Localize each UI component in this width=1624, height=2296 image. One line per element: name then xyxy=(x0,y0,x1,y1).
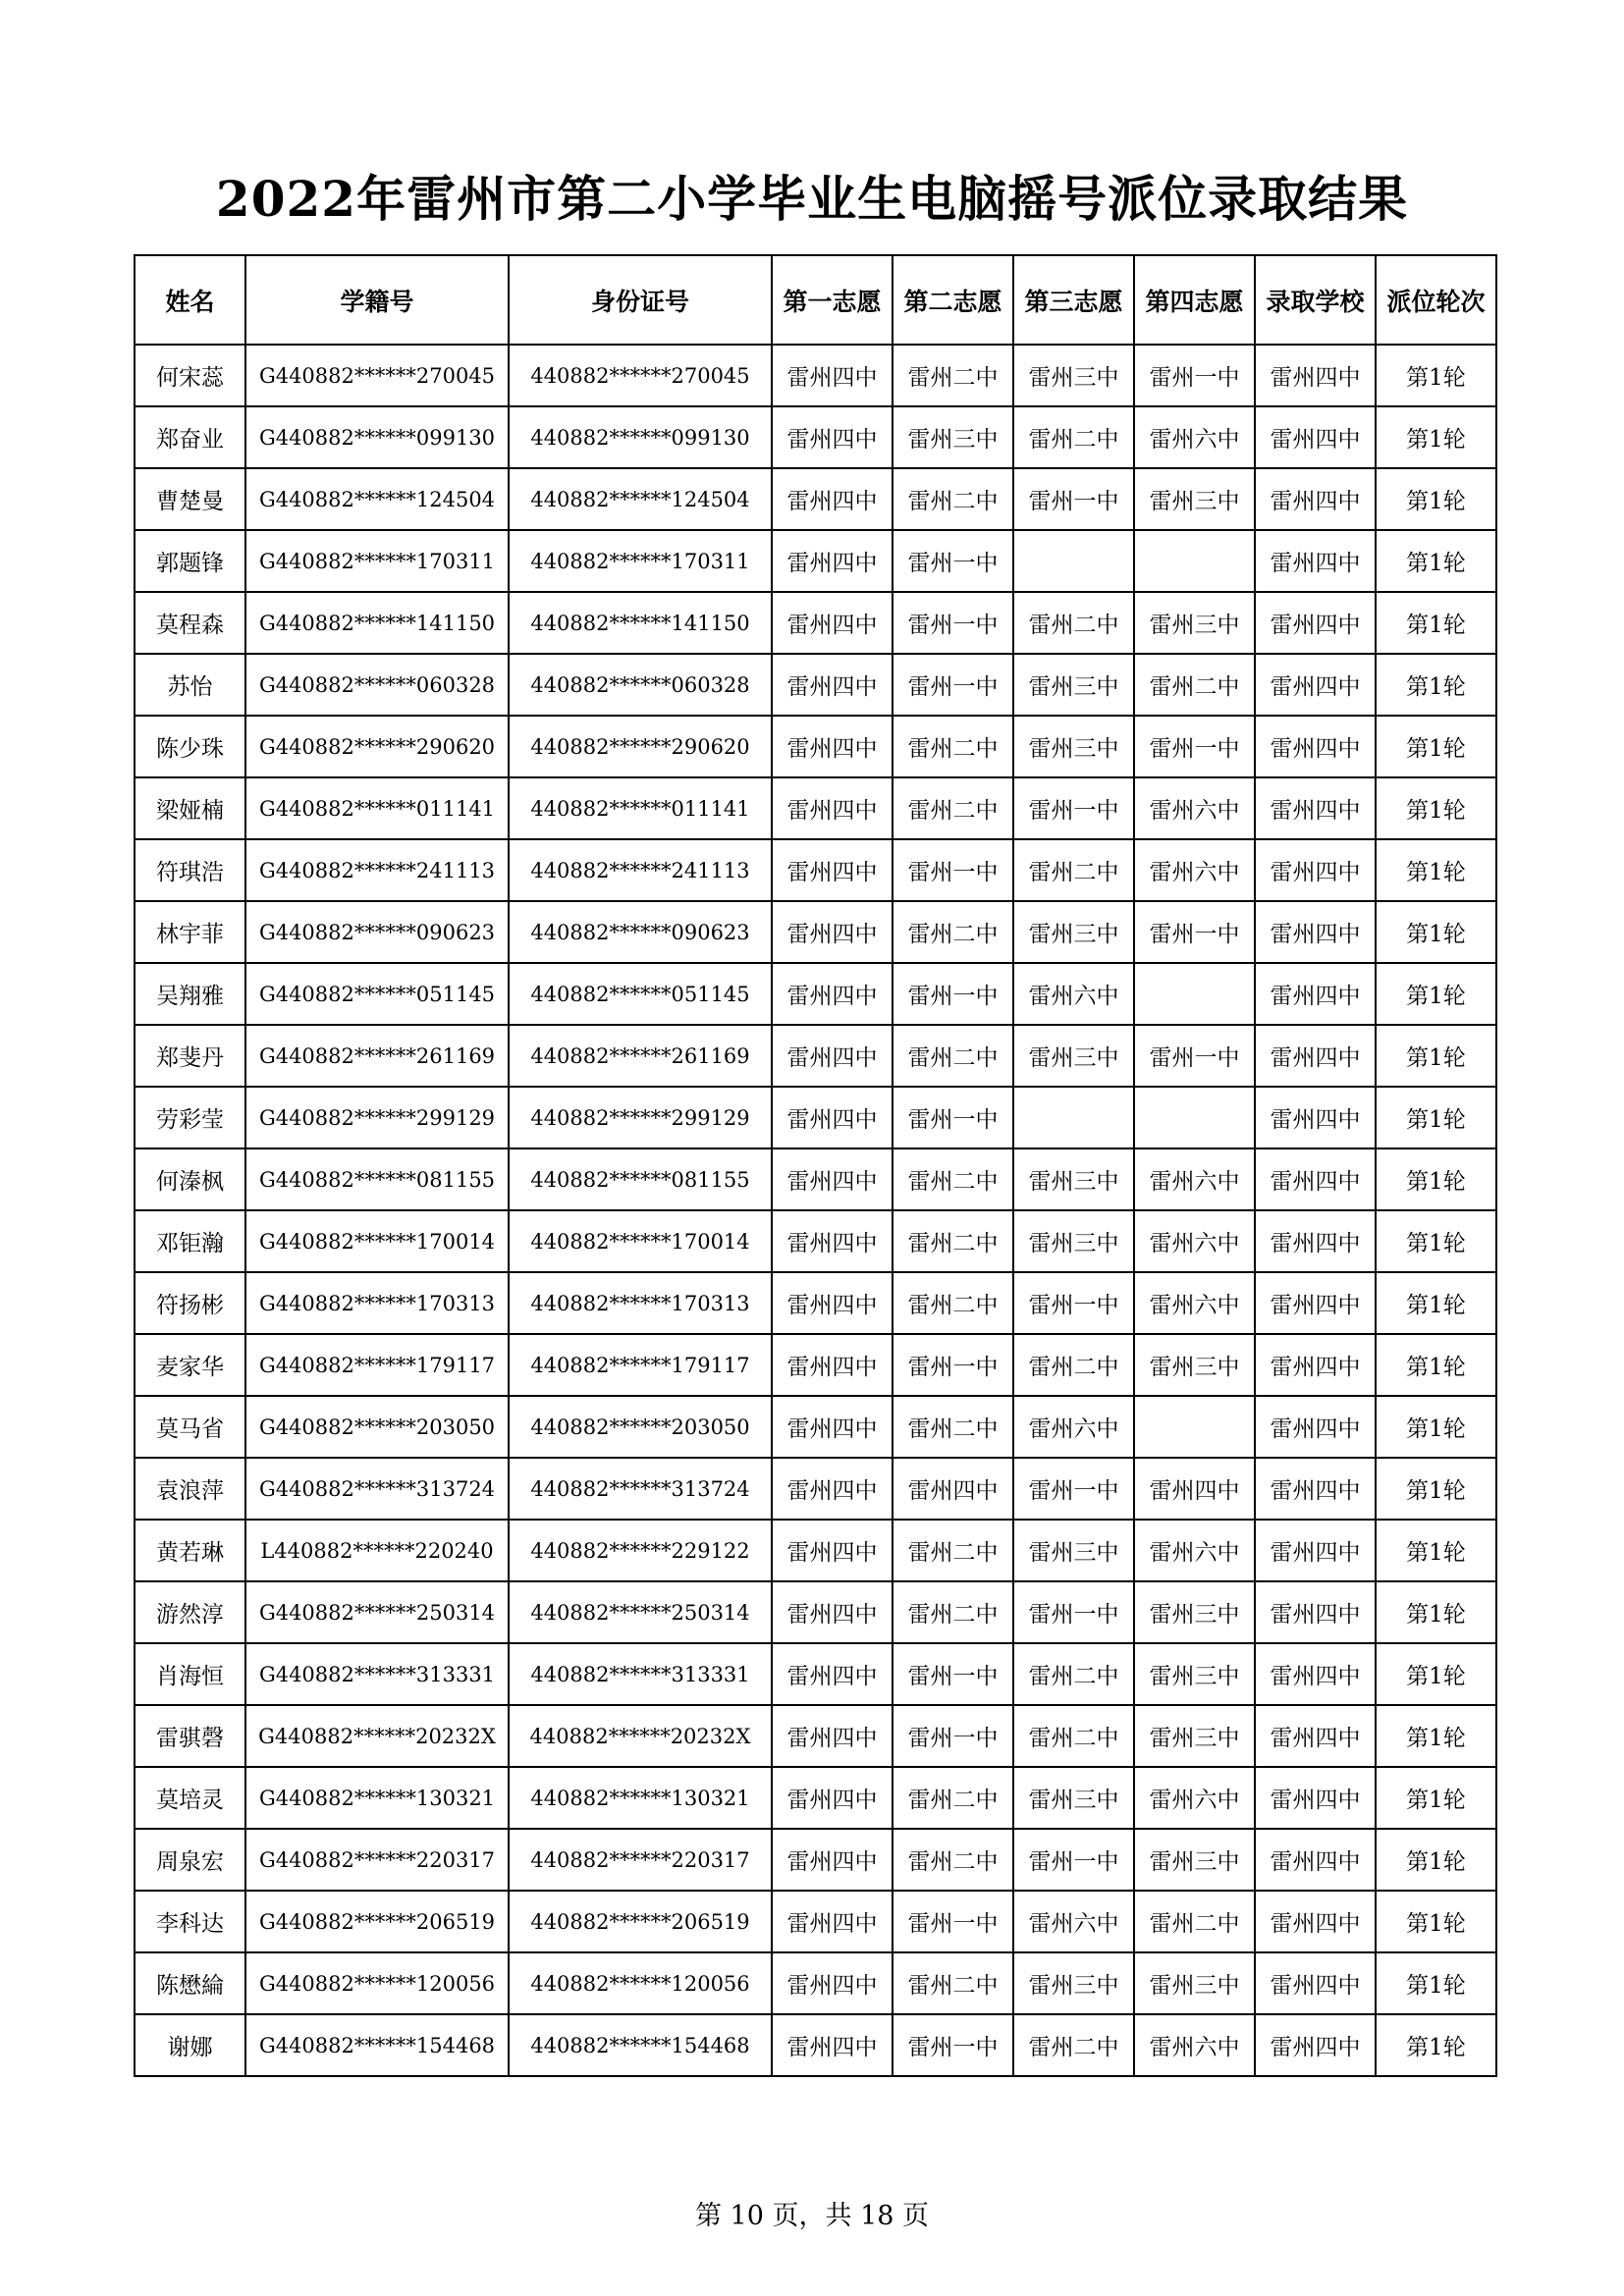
cell-name: 肖海恒 xyxy=(135,1643,245,1705)
cell-choice-3: 雷州三中 xyxy=(1013,1148,1134,1210)
table-row xyxy=(135,1952,1496,2014)
cell-choice-2: 雷州一中 xyxy=(893,530,1013,592)
cell-choice-1: 雷州四中 xyxy=(772,1581,893,1643)
cell-choice-3: 雷州一中 xyxy=(1013,777,1134,839)
cell-round: 第1轮 xyxy=(1376,654,1496,716)
cell-student-id: G440882******299129 xyxy=(245,1087,509,1148)
cell-round: 第1轮 xyxy=(1376,1087,1496,1148)
cell-round: 第1轮 xyxy=(1376,1148,1496,1210)
cell-id-card: 440882******170311 xyxy=(509,530,772,592)
cell-name: 游然淳 xyxy=(135,1581,245,1643)
cell-id-card: 440882******141150 xyxy=(509,592,772,654)
cell-student-id: G440882******261169 xyxy=(245,1025,509,1087)
cell-name: 林宇菲 xyxy=(135,901,245,963)
cell-choice-2: 雷州二中 xyxy=(893,901,1013,963)
cell-choice-1: 雷州四中 xyxy=(772,345,893,406)
cell-name: 郑斐丹 xyxy=(135,1025,245,1087)
cell-round: 第1轮 xyxy=(1376,1458,1496,1520)
results-table xyxy=(134,254,1497,2077)
cell-choice-3: 雷州二中 xyxy=(1013,1643,1134,1705)
cell-choice-2: 雷州二中 xyxy=(893,777,1013,839)
cell-choice-2: 雷州二中 xyxy=(893,1272,1013,1334)
cell-student-id: G440882******120056 xyxy=(245,1952,509,2014)
cell-id-card: 440882******060328 xyxy=(509,654,772,716)
cell-choice-2: 雷州一中 xyxy=(893,1705,1013,1767)
cell-choice-1: 雷州四中 xyxy=(772,1705,893,1767)
table-row xyxy=(135,592,1496,654)
cell-student-id: G440882******141150 xyxy=(245,592,509,654)
cell-admitted-school: 雷州四中 xyxy=(1255,345,1376,406)
cell-admitted-school: 雷州四中 xyxy=(1255,777,1376,839)
cell-choice-4: 雷州三中 xyxy=(1134,1705,1255,1767)
cell-name: 何溱枫 xyxy=(135,1148,245,1210)
cell-id-card: 440882******313331 xyxy=(509,1643,772,1705)
cell-student-id: G440882******170014 xyxy=(245,1210,509,1272)
cell-student-id: G440882******290620 xyxy=(245,716,509,777)
cell-student-id: G440882******099130 xyxy=(245,406,509,468)
cell-choice-2: 雷州三中 xyxy=(893,406,1013,468)
cell-round: 第1轮 xyxy=(1376,1643,1496,1705)
cell-choice-2: 雷州二中 xyxy=(893,1148,1013,1210)
cell-choice-1: 雷州四中 xyxy=(772,901,893,963)
table-row xyxy=(135,1705,1496,1767)
cell-choice-4: 雷州四中 xyxy=(1134,1458,1255,1520)
cell-choice-4: 雷州一中 xyxy=(1134,901,1255,963)
cell-name: 黄若琳 xyxy=(135,1520,245,1581)
cell-id-card: 440882******154468 xyxy=(509,2014,772,2076)
cell-choice-3: 雷州三中 xyxy=(1013,1952,1134,2014)
cell-choice-4: 雷州三中 xyxy=(1134,592,1255,654)
cell-choice-3: 雷州二中 xyxy=(1013,1334,1134,1396)
cell-round: 第1轮 xyxy=(1376,1272,1496,1334)
cell-choice-4: 雷州一中 xyxy=(1134,345,1255,406)
cell-choice-1: 雷州四中 xyxy=(772,1520,893,1581)
cell-student-id: G440882******154468 xyxy=(245,2014,509,2076)
cell-admitted-school: 雷州四中 xyxy=(1255,1458,1376,1520)
cell-admitted-school: 雷州四中 xyxy=(1255,530,1376,592)
cell-admitted-school: 雷州四中 xyxy=(1255,1952,1376,2014)
cell-choice-1: 雷州四中 xyxy=(772,1025,893,1087)
cell-choice-2: 雷州一中 xyxy=(893,654,1013,716)
cell-name: 曹楚曼 xyxy=(135,468,245,530)
cell-choice-1: 雷州四中 xyxy=(772,2014,893,2076)
cell-round: 第1轮 xyxy=(1376,345,1496,406)
cell-choice-2: 雷州一中 xyxy=(893,963,1013,1025)
cell-id-card: 440882******299129 xyxy=(509,1087,772,1148)
cell-admitted-school: 雷州四中 xyxy=(1255,468,1376,530)
cell-round: 第1轮 xyxy=(1376,1581,1496,1643)
cell-choice-2: 雷州二中 xyxy=(893,1210,1013,1272)
cell-choice-2: 雷州二中 xyxy=(893,1520,1013,1581)
table-row xyxy=(135,1396,1496,1458)
cell-round: 第1轮 xyxy=(1376,1891,1496,1952)
cell-admitted-school: 雷州四中 xyxy=(1255,592,1376,654)
cell-choice-4: 雷州六中 xyxy=(1134,2014,1255,2076)
cell-choice-3: 雷州六中 xyxy=(1013,1891,1134,1952)
cell-choice-1: 雷州四中 xyxy=(772,530,893,592)
cell-round: 第1轮 xyxy=(1376,777,1496,839)
cell-choice-4: 雷州六中 xyxy=(1134,777,1255,839)
cell-choice-4: 雷州三中 xyxy=(1134,468,1255,530)
cell-student-id: G440882******241113 xyxy=(245,839,509,901)
cell-choice-4: 雷州一中 xyxy=(1134,1025,1255,1087)
cell-choice-3: 雷州二中 xyxy=(1013,406,1134,468)
cell-student-id: G440882******20232X xyxy=(245,1705,509,1767)
cell-choice-2: 雷州一中 xyxy=(893,2014,1013,2076)
table-row xyxy=(135,468,1496,530)
table-row xyxy=(135,716,1496,777)
cell-choice-4: 雷州六中 xyxy=(1134,1210,1255,1272)
cell-name: 谢娜 xyxy=(135,2014,245,2076)
cell-choice-4: 雷州二中 xyxy=(1134,1891,1255,1952)
cell-student-id: G440882******220317 xyxy=(245,1829,509,1891)
cell-round: 第1轮 xyxy=(1376,468,1496,530)
table-row xyxy=(135,963,1496,1025)
table-row xyxy=(135,1643,1496,1705)
cell-admitted-school: 雷州四中 xyxy=(1255,1334,1376,1396)
cell-choice-1: 雷州四中 xyxy=(772,777,893,839)
cell-admitted-school: 雷州四中 xyxy=(1255,901,1376,963)
cell-name: 邓钜瀚 xyxy=(135,1210,245,1272)
cell-choice-4 xyxy=(1134,1087,1255,1148)
cell-choice-3: 雷州二中 xyxy=(1013,839,1134,901)
cell-choice-2: 雷州一中 xyxy=(893,1891,1013,1952)
cell-id-card: 440882******241113 xyxy=(509,839,772,901)
cell-choice-3: 雷州三中 xyxy=(1013,1210,1134,1272)
cell-id-card: 440882******011141 xyxy=(509,777,772,839)
cell-choice-4: 雷州六中 xyxy=(1134,1272,1255,1334)
table-row xyxy=(135,1520,1496,1581)
cell-admitted-school: 雷州四中 xyxy=(1255,1581,1376,1643)
cell-name: 雷骐磬 xyxy=(135,1705,245,1767)
cell-student-id: G440882******130321 xyxy=(245,1767,509,1829)
cell-id-card: 440882******170014 xyxy=(509,1210,772,1272)
cell-choice-2: 雷州一中 xyxy=(893,1334,1013,1396)
cell-choice-3: 雷州一中 xyxy=(1013,1581,1134,1643)
cell-round: 第1轮 xyxy=(1376,901,1496,963)
cell-choice-2: 雷州二中 xyxy=(893,1025,1013,1087)
cell-name: 陈懋綸 xyxy=(135,1952,245,2014)
cell-choice-4: 雷州六中 xyxy=(1134,1148,1255,1210)
cell-choice-4 xyxy=(1134,530,1255,592)
cell-id-card: 440882******081155 xyxy=(509,1148,772,1210)
cell-admitted-school: 雷州四中 xyxy=(1255,1148,1376,1210)
cell-round: 第1轮 xyxy=(1376,1520,1496,1581)
cell-name: 何宋蕊 xyxy=(135,345,245,406)
table-row xyxy=(135,1767,1496,1829)
cell-id-card: 440882******20232X xyxy=(509,1705,772,1767)
cell-choice-3: 雷州一中 xyxy=(1013,468,1134,530)
cell-choice-3: 雷州三中 xyxy=(1013,901,1134,963)
header-admitted-school: 录取学校 xyxy=(1255,255,1376,345)
cell-choice-1: 雷州四中 xyxy=(772,1148,893,1210)
cell-choice-3 xyxy=(1013,530,1134,592)
cell-choice-2: 雷州一中 xyxy=(893,1643,1013,1705)
cell-name: 郑奋业 xyxy=(135,406,245,468)
header-id-card: 身份证号 xyxy=(509,255,772,345)
cell-id-card: 440882******170313 xyxy=(509,1272,772,1334)
cell-id-card: 440882******220317 xyxy=(509,1829,772,1891)
cell-choice-2: 雷州二中 xyxy=(893,1829,1013,1891)
cell-choice-1: 雷州四中 xyxy=(772,1891,893,1952)
cell-round: 第1轮 xyxy=(1376,1829,1496,1891)
cell-choice-4: 雷州六中 xyxy=(1134,1767,1255,1829)
cell-choice-2: 雷州四中 xyxy=(893,1458,1013,1520)
cell-round: 第1轮 xyxy=(1376,1210,1496,1272)
cell-choice-2: 雷州一中 xyxy=(893,592,1013,654)
cell-name: 陈少珠 xyxy=(135,716,245,777)
cell-choice-3: 雷州三中 xyxy=(1013,345,1134,406)
table-row xyxy=(135,839,1496,901)
cell-choice-1: 雷州四中 xyxy=(772,654,893,716)
cell-choice-4: 雷州三中 xyxy=(1134,1643,1255,1705)
cell-choice-3: 雷州六中 xyxy=(1013,963,1134,1025)
cell-round: 第1轮 xyxy=(1376,530,1496,592)
cell-round: 第1轮 xyxy=(1376,1705,1496,1767)
table-row xyxy=(135,530,1496,592)
cell-choice-1: 雷州四中 xyxy=(772,1767,893,1829)
cell-admitted-school: 雷州四中 xyxy=(1255,1705,1376,1767)
cell-choice-4: 雷州三中 xyxy=(1134,1581,1255,1643)
cell-choice-3: 雷州一中 xyxy=(1013,1272,1134,1334)
cell-choice-1: 雷州四中 xyxy=(772,716,893,777)
cell-student-id: G440882******081155 xyxy=(245,1148,509,1210)
table-row xyxy=(135,2014,1496,2076)
cell-admitted-school: 雷州四中 xyxy=(1255,1891,1376,1952)
cell-id-card: 440882******130321 xyxy=(509,1767,772,1829)
cell-admitted-school: 雷州四中 xyxy=(1255,1210,1376,1272)
cell-choice-2: 雷州二中 xyxy=(893,716,1013,777)
cell-admitted-school: 雷州四中 xyxy=(1255,406,1376,468)
cell-round: 第1轮 xyxy=(1376,1767,1496,1829)
cell-choice-1: 雷州四中 xyxy=(772,1272,893,1334)
cell-id-card: 440882******250314 xyxy=(509,1581,772,1643)
cell-name: 莫程森 xyxy=(135,592,245,654)
cell-name: 郭题锋 xyxy=(135,530,245,592)
cell-choice-1: 雷州四中 xyxy=(772,1210,893,1272)
cell-admitted-school: 雷州四中 xyxy=(1255,1025,1376,1087)
cell-id-card: 440882******229122 xyxy=(509,1520,772,1581)
cell-student-id: G440882******051145 xyxy=(245,963,509,1025)
cell-student-id: G440882******313331 xyxy=(245,1643,509,1705)
table-row xyxy=(135,1087,1496,1148)
cell-choice-3: 雷州六中 xyxy=(1013,1396,1134,1458)
cell-choice-2: 雷州一中 xyxy=(893,1087,1013,1148)
cell-choice-1: 雷州四中 xyxy=(772,1087,893,1148)
cell-id-card: 440882******051145 xyxy=(509,963,772,1025)
cell-id-card: 440882******313724 xyxy=(509,1458,772,1520)
cell-name: 梁娅楠 xyxy=(135,777,245,839)
cell-admitted-school: 雷州四中 xyxy=(1255,2014,1376,2076)
header-choice-1: 第一志愿 xyxy=(772,255,893,345)
cell-choice-2: 雷州二中 xyxy=(893,1581,1013,1643)
cell-round: 第1轮 xyxy=(1376,406,1496,468)
cell-round: 第1轮 xyxy=(1376,839,1496,901)
cell-admitted-school: 雷州四中 xyxy=(1255,1767,1376,1829)
cell-choice-4 xyxy=(1134,963,1255,1025)
cell-choice-1: 雷州四中 xyxy=(772,468,893,530)
header-choice-2: 第二志愿 xyxy=(893,255,1013,345)
cell-name: 莫培灵 xyxy=(135,1767,245,1829)
cell-id-card: 440882******270045 xyxy=(509,345,772,406)
cell-name: 符扬彬 xyxy=(135,1272,245,1334)
cell-choice-1: 雷州四中 xyxy=(772,592,893,654)
cell-student-id: G440882******011141 xyxy=(245,777,509,839)
table-row xyxy=(135,654,1496,716)
cell-choice-4: 雷州一中 xyxy=(1134,716,1255,777)
cell-choice-3: 雷州一中 xyxy=(1013,1458,1134,1520)
cell-choice-1: 雷州四中 xyxy=(772,1952,893,2014)
cell-admitted-school: 雷州四中 xyxy=(1255,1396,1376,1458)
cell-student-id: G440882******124504 xyxy=(245,468,509,530)
cell-id-card: 440882******090623 xyxy=(509,901,772,963)
cell-student-id: G440882******206519 xyxy=(245,1891,509,1952)
cell-round: 第1轮 xyxy=(1376,1025,1496,1087)
table-row xyxy=(135,406,1496,468)
cell-round: 第1轮 xyxy=(1376,592,1496,654)
cell-admitted-school: 雷州四中 xyxy=(1255,716,1376,777)
cell-name: 符琪浩 xyxy=(135,839,245,901)
table-row xyxy=(135,1334,1496,1396)
table-row xyxy=(135,1458,1496,1520)
cell-choice-4: 雷州六中 xyxy=(1134,839,1255,901)
header-round: 派位轮次 xyxy=(1376,255,1496,345)
page-footer: 第 10 页，共 18 页 xyxy=(694,2201,930,2231)
cell-choice-4: 雷州三中 xyxy=(1134,1829,1255,1891)
cell-name: 苏怡 xyxy=(135,654,245,716)
cell-id-card: 440882******179117 xyxy=(509,1334,772,1396)
cell-round: 第1轮 xyxy=(1376,2014,1496,2076)
cell-choice-4: 雷州三中 xyxy=(1134,1952,1255,2014)
cell-choice-4: 雷州二中 xyxy=(1134,654,1255,716)
table-row xyxy=(135,1891,1496,1952)
cell-name: 麦家华 xyxy=(135,1334,245,1396)
cell-round: 第1轮 xyxy=(1376,1334,1496,1396)
table-row xyxy=(135,901,1496,963)
cell-choice-3: 雷州三中 xyxy=(1013,716,1134,777)
cell-choice-4: 雷州六中 xyxy=(1134,406,1255,468)
cell-admitted-school: 雷州四中 xyxy=(1255,1272,1376,1334)
cell-choice-1: 雷州四中 xyxy=(772,963,893,1025)
cell-choice-3: 雷州二中 xyxy=(1013,592,1134,654)
cell-student-id: G440882******203050 xyxy=(245,1396,509,1458)
cell-id-card: 440882******261169 xyxy=(509,1025,772,1087)
cell-choice-1: 雷州四中 xyxy=(772,839,893,901)
cell-id-card: 440882******206519 xyxy=(509,1891,772,1952)
header-student-id: 学籍号 xyxy=(245,255,509,345)
cell-id-card: 440882******203050 xyxy=(509,1396,772,1458)
cell-name: 莫马省 xyxy=(135,1396,245,1458)
cell-student-id: G440882******060328 xyxy=(245,654,509,716)
cell-choice-4: 雷州三中 xyxy=(1134,1334,1255,1396)
table-row xyxy=(135,345,1496,406)
cell-student-id: G440882******313724 xyxy=(245,1458,509,1520)
table-row xyxy=(135,1210,1496,1272)
cell-admitted-school: 雷州四中 xyxy=(1255,1087,1376,1148)
cell-choice-2: 雷州一中 xyxy=(893,839,1013,901)
table-row xyxy=(135,1025,1496,1087)
cell-id-card: 440882******120056 xyxy=(509,1952,772,2014)
cell-student-id: G440882******250314 xyxy=(245,1581,509,1643)
cell-admitted-school: 雷州四中 xyxy=(1255,1829,1376,1891)
cell-admitted-school: 雷州四中 xyxy=(1255,654,1376,716)
cell-choice-1: 雷州四中 xyxy=(772,1829,893,1891)
cell-name: 劳彩莹 xyxy=(135,1087,245,1148)
cell-choice-1: 雷州四中 xyxy=(772,406,893,468)
table-row xyxy=(135,1581,1496,1643)
cell-choice-3: 雷州三中 xyxy=(1013,1520,1134,1581)
cell-student-id: G440882******179117 xyxy=(245,1334,509,1396)
cell-name: 李科达 xyxy=(135,1891,245,1952)
cell-choice-2: 雷州二中 xyxy=(893,1767,1013,1829)
cell-choice-1: 雷州四中 xyxy=(772,1396,893,1458)
table-row xyxy=(135,1829,1496,1891)
cell-admitted-school: 雷州四中 xyxy=(1255,839,1376,901)
cell-student-id: L440882******220240 xyxy=(245,1520,509,1581)
cell-choice-2: 雷州二中 xyxy=(893,468,1013,530)
page-title: 2022年雷州市第二小学毕业生电脑摇号派位录取结果 xyxy=(215,170,1409,228)
cell-admitted-school: 雷州四中 xyxy=(1255,963,1376,1025)
cell-student-id: G440882******170313 xyxy=(245,1272,509,1334)
cell-choice-3: 雷州三中 xyxy=(1013,1767,1134,1829)
header-name: 姓名 xyxy=(135,255,245,345)
cell-student-id: G440882******270045 xyxy=(245,345,509,406)
table-row xyxy=(135,1272,1496,1334)
cell-choice-1: 雷州四中 xyxy=(772,1458,893,1520)
header-choice-3: 第三志愿 xyxy=(1013,255,1134,345)
cell-id-card: 440882******290620 xyxy=(509,716,772,777)
table-body xyxy=(135,345,1496,2076)
cell-choice-1: 雷州四中 xyxy=(772,1643,893,1705)
cell-choice-3: 雷州二中 xyxy=(1013,1705,1134,1767)
cell-round: 第1轮 xyxy=(1376,1396,1496,1458)
cell-choice-2: 雷州二中 xyxy=(893,1396,1013,1458)
cell-admitted-school: 雷州四中 xyxy=(1255,1520,1376,1581)
header-row xyxy=(135,255,1496,345)
cell-student-id: G440882******170311 xyxy=(245,530,509,592)
cell-student-id: G440882******090623 xyxy=(245,901,509,963)
cell-name: 袁浪萍 xyxy=(135,1458,245,1520)
cell-round: 第1轮 xyxy=(1376,716,1496,777)
cell-name: 吴翔雅 xyxy=(135,963,245,1025)
header-choice-4: 第四志愿 xyxy=(1134,255,1255,345)
cell-id-card: 440882******124504 xyxy=(509,468,772,530)
cell-choice-3: 雷州一中 xyxy=(1013,1829,1134,1891)
cell-choice-4: 雷州六中 xyxy=(1134,1520,1255,1581)
cell-round: 第1轮 xyxy=(1376,1952,1496,2014)
cell-choice-3: 雷州三中 xyxy=(1013,1025,1134,1087)
cell-round: 第1轮 xyxy=(1376,963,1496,1025)
cell-choice-2: 雷州二中 xyxy=(893,345,1013,406)
cell-choice-2: 雷州二中 xyxy=(893,1952,1013,2014)
cell-choice-4 xyxy=(1134,1396,1255,1458)
cell-choice-3 xyxy=(1013,1087,1134,1148)
table-row xyxy=(135,777,1496,839)
cell-name: 周泉宏 xyxy=(135,1829,245,1891)
cell-choice-3: 雷州三中 xyxy=(1013,654,1134,716)
cell-choice-3: 雷州二中 xyxy=(1013,2014,1134,2076)
cell-id-card: 440882******099130 xyxy=(509,406,772,468)
cell-admitted-school: 雷州四中 xyxy=(1255,1643,1376,1705)
table-row xyxy=(135,1148,1496,1210)
cell-choice-1: 雷州四中 xyxy=(772,1334,893,1396)
